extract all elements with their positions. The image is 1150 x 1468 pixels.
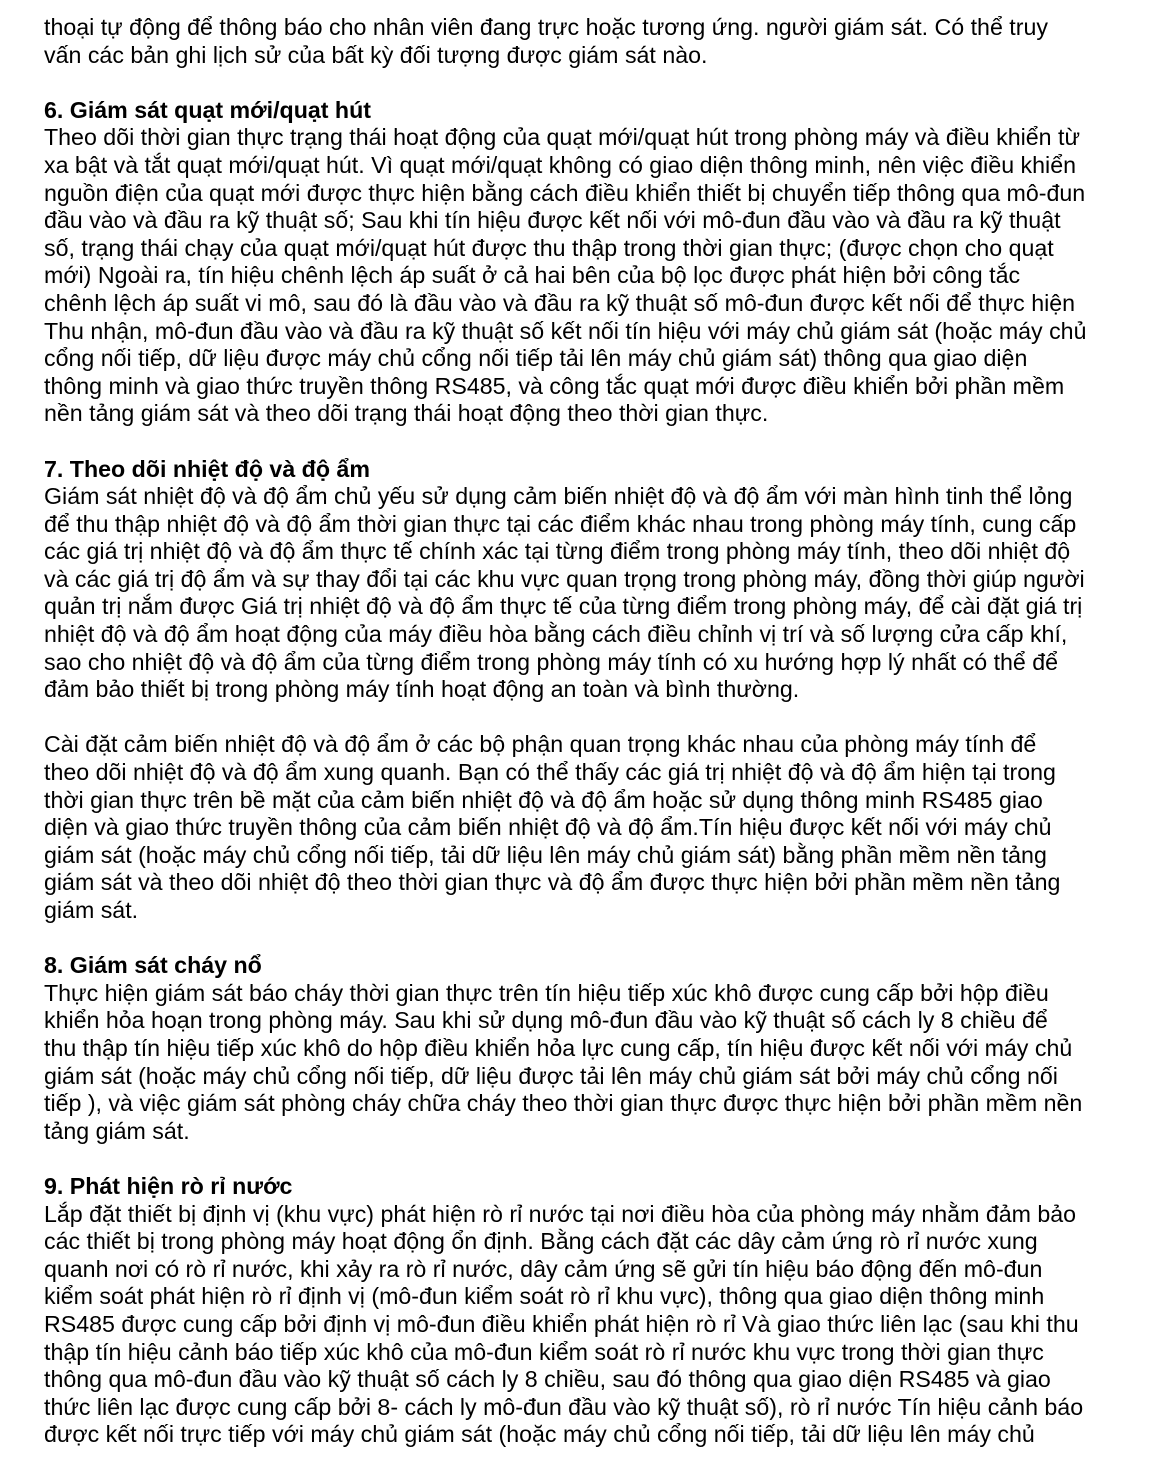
text-line: cổng nối tiếp, dữ liệu được máy chủ cổng nối tiếp tải lên máy chủ giám sát) thông qua giao diện <box>44 345 1028 372</box>
text-line: khiển hỏa hoạn trong phòng máy. Sau khi sử dụng mô-đun đầu vào kỹ thuật số cách ly 8 chiều để <box>44 1007 1048 1034</box>
text-line: RS485 được cung cấp bởi định vị mô-đun điều khiển phát hiện rò rỉ Và giao thức liên lạc (sau khi thu <box>44 1310 1079 1337</box>
text-line: nguồn điện của quạt mới được thực hiện bằng cách điều khiển thiết bị chuyển tiếp thông qua mô-đun <box>44 179 1086 206</box>
text-line: thông qua mô-đun đầu vào kỹ thuật số cách ly 8 chiều, sau đó thông qua giao diện RS485 và giao <box>44 1366 1051 1393</box>
text-line: chênh lệch áp suất vi mô, sau đó là đầu vào và đầu ra kỹ thuật số mô-đun được kết nối để thực hiện <box>44 289 1076 316</box>
section-8 <box>44 952 1134 1145</box>
text-line: thức liên lạc được cung cấp bởi 8- cách ly mô-đun đầu vào kỹ thuật số), rò rỉ nước Tín hiệu cảnh báo <box>44 1393 1084 1420</box>
text-line: sao cho nhiệt độ và độ ẩm của từng điểm trong phòng máy tính có xu hướng hợp lý nhất có thể để <box>44 648 1059 675</box>
text-line: thập tín hiệu cảnh báo tiếp xúc khô của mô-đun kiểm soát rò rỉ nước khu vực trong thời gian thực <box>44 1338 1044 1365</box>
text-line: thoại tự động để thông báo cho nhân viên đang trực hoặc tương ứng. người giám sát. Có thể truy <box>44 14 1048 40</box>
section-6 <box>44 97 1134 428</box>
text-line: giám sát (hoặc máy chủ cổng nối tiếp, tải dữ liệu lên máy chủ giám sát) bằng phần mềm nền tảng <box>44 841 1047 868</box>
text-line: xa bật và tắt quạt mới/quạt hút. Vì quạt mới/quạt không có giao diện thông minh, nên việc điều khiển <box>44 151 1076 178</box>
section-9 <box>44 1173 1134 1449</box>
text-line: số, trạng thái chạy của quạt mới/quạt hút được thu thập trong thời gian thực; (được chọn cho quạt <box>44 234 1054 261</box>
text-line: diện và giao thức truyền thông của cảm biến nhiệt độ và độ ẩm.Tín hiệu được kết nối với máy chủ <box>44 814 1052 841</box>
text-line: Thu nhận, mô-đun đầu vào và đầu ra kỹ thuật số kết nối tín hiệu với máy chủ giám sát (hoặc máy chủ <box>44 317 1087 344</box>
text-line: đảm bảo thiết bị trong phòng máy tính hoạt động an toàn và bình thường. <box>44 676 800 703</box>
text-line: để thu thập nhiệt độ và độ ẩm thời gian thực tại các điểm khác nhau trong phòng máy tính, cung cấp <box>44 510 1077 537</box>
text-line: Giám sát nhiệt độ và độ ẩm chủ yếu sử dụng cảm biến nhiệt độ và độ ẩm với màn hình tinh thể lỏng <box>44 483 1073 510</box>
text-line: thu thập tín hiệu tiếp xúc khô do hộp điều khiển hỏa lực cung cấp, tín hiệu được kết nối với máy chủ <box>44 1034 1073 1061</box>
section-7 <box>44 456 1134 925</box>
intro-paragraph <box>44 14 1134 69</box>
section-heading: 6. Giám sát quạt mới/quạt hút <box>44 96 371 123</box>
text-line: thông minh và giao thức truyền thông RS485, và công tắc quạt mới được điều khiển bởi phần mềm <box>44 372 1065 399</box>
document-page <box>44 14 1134 1449</box>
section-heading: 9. Phát hiện rò rỉ nước <box>44 1172 293 1199</box>
text-line: các giá trị nhiệt độ và độ ẩm thực tế chính xác tại từng điểm trong phòng máy tính, theo dõi nhiệt độ <box>44 538 1071 565</box>
text-line: quản trị nắm được Giá trị nhiệt độ và độ ẩm thực tế của từng điểm trong phòng máy, để cài đặt giá trị <box>44 593 1083 620</box>
text-line: và các giá trị độ ẩm và sự thay đổi tại các khu vực quan trọng trong phòng máy, đồng thời giúp người <box>44 565 1085 592</box>
text-line: nền tảng giám sát và theo dõi trạng thái hoạt động theo thời gian thực. <box>44 400 769 427</box>
text-line: giám sát. <box>44 897 139 923</box>
text-line: mới) Ngoài ra, tín hiệu chênh lệch áp suất ở cả hai bên của bộ lọc được phát hiện bởi công tắc <box>44 262 1021 289</box>
section-heading: 8. Giám sát cháy nổ <box>44 952 262 979</box>
text-line: được kết nối trực tiếp với máy chủ giám sát (hoặc máy chủ cổng nối tiếp, tải dữ liệu lên máy chủ <box>44 1421 1035 1448</box>
text-line: Theo dõi thời gian thực trạng thái hoạt động của quạt mới/quạt hút trong phòng máy và điều khiển từ <box>44 124 1080 151</box>
text-line: tảng giám sát. <box>44 1117 190 1144</box>
text-line: Lắp đặt thiết bị định vị (khu vực) phát hiện rò rỉ nước tại nơi điều hòa của phòng máy nhằm đảm bảo <box>44 1200 1077 1227</box>
text-line: theo dõi nhiệt độ và độ ẩm xung quanh. Bạn có thể thấy các giá trị nhiệt độ và độ ẩm hiện tại trong <box>44 759 1056 786</box>
text-line: quanh nơi có rò rỉ nước, khi xảy ra rò rỉ nước, dây cảm ứng sẽ gửi tín hiệu báo động đến mô-đun <box>44 1255 1043 1282</box>
section-heading: 7. Theo dõi nhiệt độ và độ ẩm <box>44 455 370 482</box>
text-line: vấn các bản ghi lịch sử của bất kỳ đối tượng được giám sát nào. <box>44 41 708 68</box>
text-line: tiếp ), và việc giám sát phòng cháy chữa cháy theo thời gian thực được thực hiện bởi phần mềm nền <box>44 1090 1083 1117</box>
text-line: Cài đặt cảm biến nhiệt độ và độ ẩm ở các bộ phận quan trọng khác nhau của phòng máy tính để <box>44 731 1037 758</box>
text-line: đầu vào và đầu ra kỹ thuật số; Sau khi tín hiệu được kết nối với mô-đun đầu vào và đầu ra kỹ thuật <box>44 207 1061 234</box>
text-line: giám sát và theo dõi nhiệt độ theo thời gian thực và độ ẩm được thực hiện bởi phần mềm nền tảng <box>44 869 1061 896</box>
text-line: thời gian thực trên bề mặt của cảm biến nhiệt độ và độ ẩm hoặc sử dụng thông minh RS485 giao <box>44 786 1043 813</box>
text-line: giám sát (hoặc máy chủ cổng nối tiếp, dữ liệu được tải lên máy chủ giám sát bởi máy chủ cổng nối <box>44 1062 1058 1089</box>
text-line: Thực hiện giám sát báo cháy thời gian thực trên tín hiệu tiếp xúc khô được cung cấp bởi hộp điều <box>44 979 1049 1006</box>
text-line: các thiết bị trong phòng máy hoạt động ổn định. Bằng cách đặt các dây cảm ứng rò rỉ nước xung <box>44 1228 1038 1255</box>
text-line: kiểm soát phát hiện rò rỉ định vị (mô-đun kiểm soát rò rỉ khu vực), thông qua giao diện thông minh <box>44 1283 1045 1310</box>
text-line: nhiệt độ và độ ẩm hoạt động của máy điều hòa bằng cách điều chỉnh vị trí và số lượng cửa cấp khí, <box>44 621 1068 648</box>
